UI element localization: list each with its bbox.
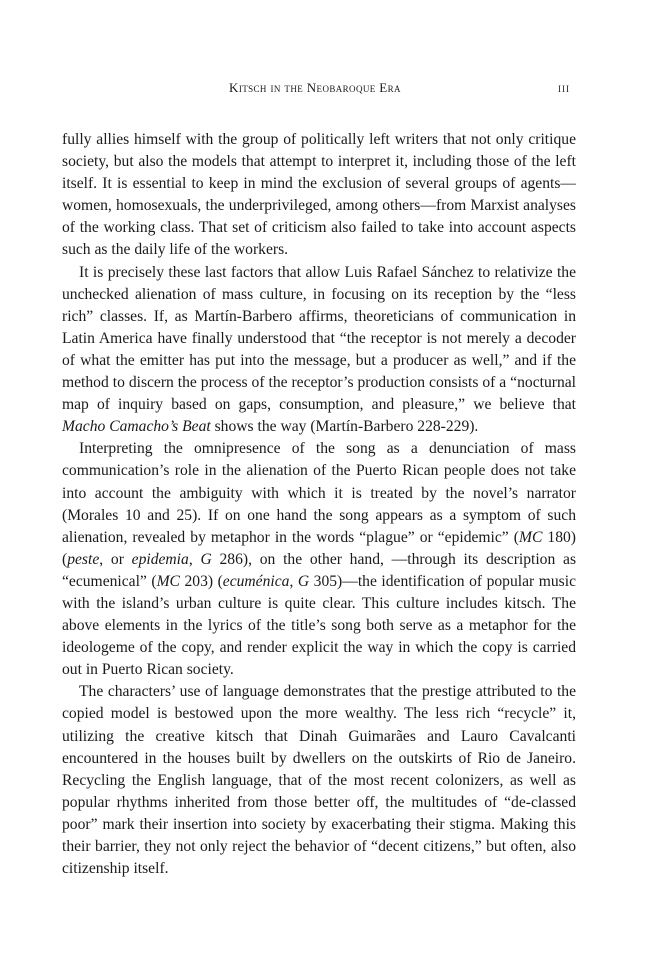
text-run: , or [99, 550, 132, 568]
italic-text-run: ecuménica [222, 572, 290, 590]
italic-text-run: G [200, 550, 212, 568]
text-run: The characters’ use of language demonstrates that the prestige attributed to the copied model is bestowed upon the more wealthy. The less rich “recycle” it, utilizing the creative kitsch that Dinah Guimarães and Lauro Cavalcanti encountered in the houses built by dwellers on the outskirts of Rio de Janeiro. Recycling the English language, that of the most recent colonizers, as well as popular rhythms inherited from those better off, the multitudes of “de-classed poor” mark their insertion into society by exacerbating their stigma. Making this their barrier, they not only reject the behavior of “decent citizens,” but often, also citizenship itself. [62, 683, 576, 878]
text-run: 305)—the identification of popular music with the island’s urban culture is quite clear. This culture includes kitsch. The above elements in the lyrics of the title’s song both serve as a metaphor for the ideologeme of the copy, and render explicit the way in which the copy is carried out in Puerto Rican society. [62, 572, 576, 679]
text-run: 203) ( [179, 572, 223, 590]
text-run: It is precisely these last factors that allow Luis Rafael Sánchez to relativize the unchecked alienation of mass culture, in focusing on its reception by the “less rich” classes. If, as Martín-Barbero affirms, theoreticians of communication in Latin America have finally understood that “the receptor is not merely a decoder of what the emitter has put into the message, but a producer as well,” and if the method to discern the process of the receptor’s production consists of a “nocturnal map of inquiry based on gaps, consumption, and pleasure,” we believe that [62, 263, 576, 414]
paragraph [62, 129, 576, 262]
text-run: , [188, 550, 201, 568]
running-title: Kitsch in the Neobaroque Era [229, 80, 401, 95]
body-text [62, 129, 576, 880]
text-run: 180) ( [62, 528, 576, 568]
paragraph [62, 681, 576, 880]
paragraph [62, 262, 576, 439]
text-run: shows the way (Martín-Barbero 228-229). [210, 418, 479, 436]
text-run: 286), on the other hand, —through its description as “ecumenical” ( [62, 550, 577, 590]
italic-text-run: MC [518, 528, 543, 546]
text-run: fully allies himself with the group of politically left writers that not only critique society, but also the models that attempt to interpret it, including those of the left itself. It is essential to keep in mind the exclusion of several groups of agents—women, homosexuals, the underprivileged, among others—from Marxist analyses of the working class. That set of criticism also failed to take into account aspects such as the daily life of the workers. [62, 131, 576, 259]
italic-text-run: epidemia [131, 550, 189, 568]
text-run: Interpreting the omnipresence of the song as a denunciation of mass communication’s role in the alienation of the Puerto Rican people does not take into account the ambiguity with which it is treated by the novel’s narrator (Morales 10 and 25). If on one hand the song appears as a symptom of such alienation, revealed by metaphor in the words “plague” or “epidemic” ( [62, 440, 576, 546]
italic-text-run: Macho Camacho’s Beat [62, 418, 211, 436]
italic-text-run: MC [156, 572, 180, 590]
page-number: iii [558, 80, 570, 95]
italic-text-run: peste [67, 550, 100, 568]
paragraph [62, 438, 576, 681]
text-run: , [289, 572, 298, 590]
italic-text-run: G [297, 572, 310, 590]
running-head [60, 80, 570, 100]
